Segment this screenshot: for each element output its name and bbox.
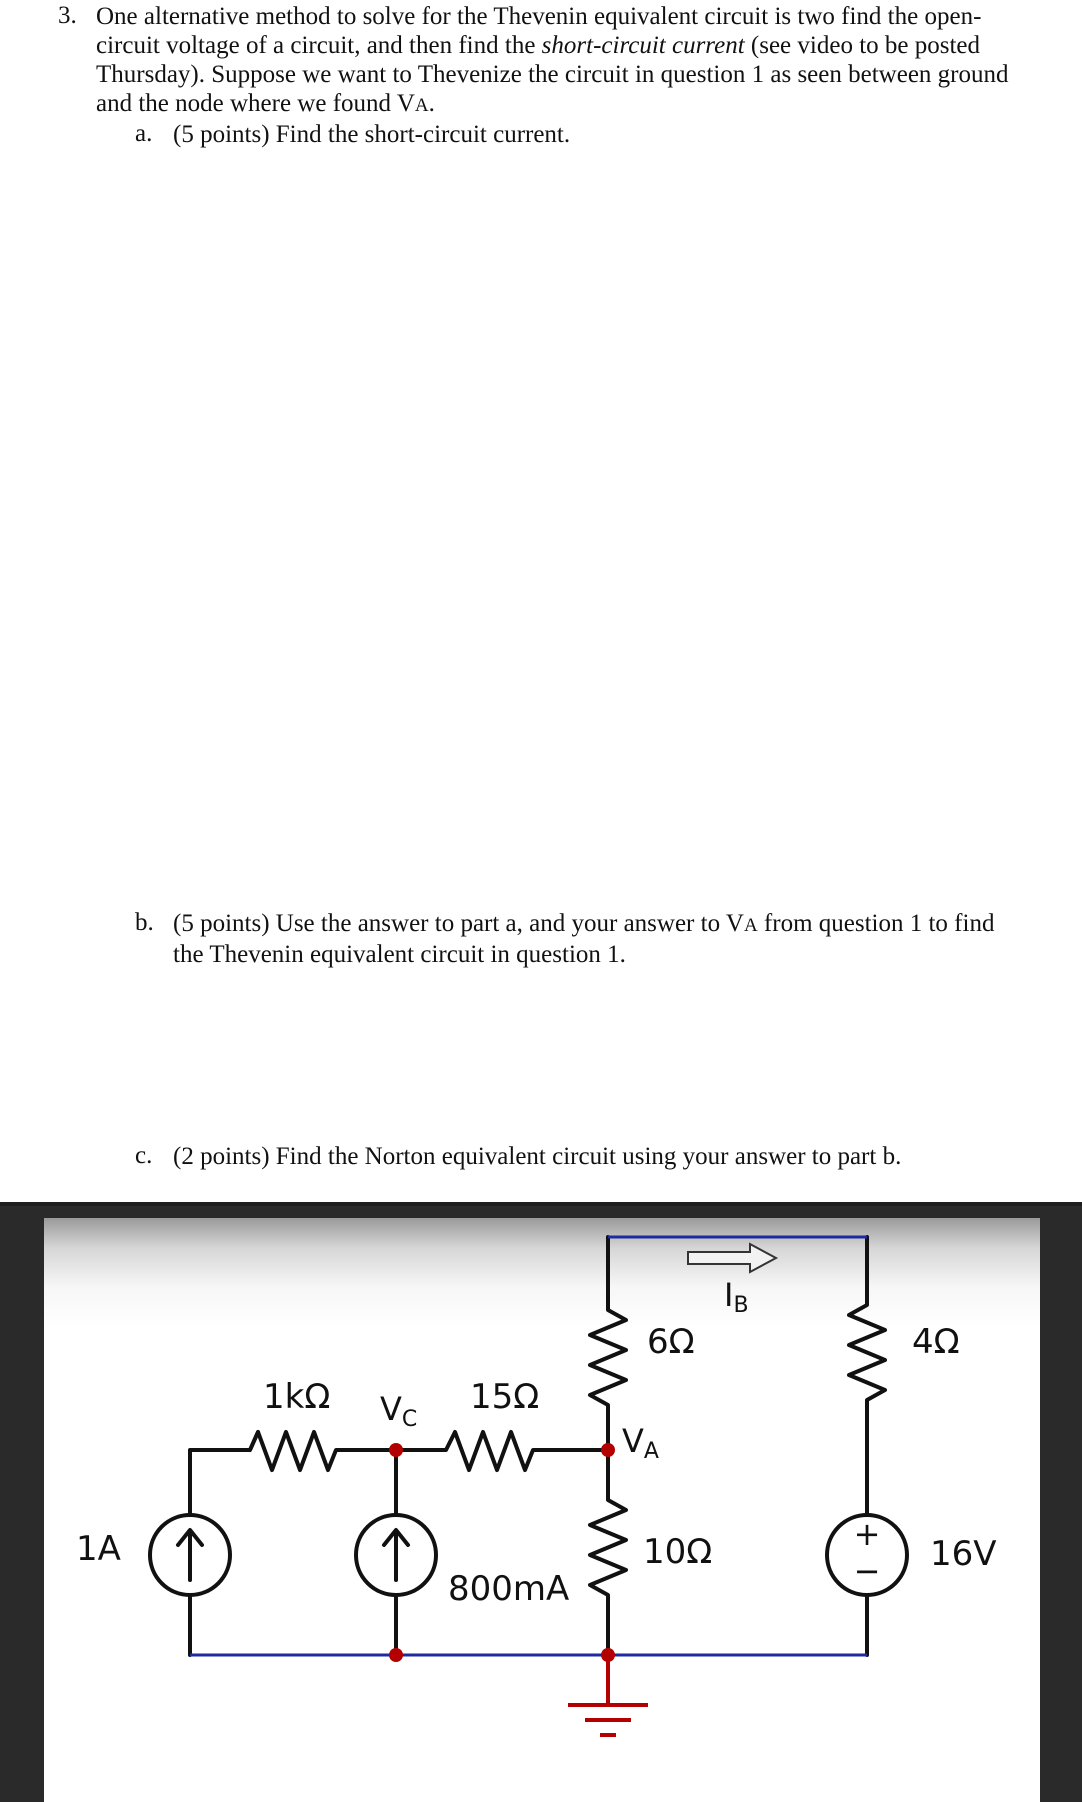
part-b-text-part1: (5 points) Use the answer to part a, and your answer to V xyxy=(173,910,744,937)
node-bottom-800ma-dot xyxy=(389,1648,403,1662)
label-4: 4Ω xyxy=(912,1322,960,1362)
wire-left-top xyxy=(190,1432,258,1515)
question-text-part1: One alternative method to solve for the Thevenin equivalent circuit is two find the open-circuit voltage of a circuit, and then find the xyxy=(96,3,982,59)
part-c-text: (2 points) Find the Norton equivalent circuit using your answer to part b. xyxy=(173,1143,902,1170)
plus-sign: + xyxy=(853,1515,881,1553)
label-va xyxy=(622,1422,659,1464)
question-text-sub: A xyxy=(414,95,429,116)
label-vc-sub: C xyxy=(401,1407,418,1432)
label-800ma: 800mA xyxy=(448,1569,570,1609)
part-b-text-sub: A xyxy=(743,915,758,936)
node-bottom-ground-dot xyxy=(601,1648,615,1662)
label-6: 6Ω xyxy=(647,1322,695,1362)
label-ib xyxy=(724,1276,749,1318)
label-ib-main: I xyxy=(724,1276,734,1314)
part-c-letter: c. xyxy=(135,1142,153,1169)
label-vc xyxy=(380,1390,417,1432)
node-vc-dot xyxy=(389,1443,403,1457)
question-text-end: . xyxy=(428,90,435,117)
current-arrow-icon xyxy=(688,1244,776,1272)
minus-sign: − xyxy=(853,1552,881,1590)
label-va-sub: A xyxy=(643,1439,659,1464)
label-16v: 16V xyxy=(930,1534,997,1574)
resistor-6-icon xyxy=(590,1237,626,1450)
ground-icon xyxy=(568,1705,648,1735)
label-va-main: V xyxy=(622,1422,644,1460)
resistor-1k-icon xyxy=(250,1432,396,1470)
node-va-dot xyxy=(601,1443,615,1457)
part-b-letter: b. xyxy=(135,909,154,936)
resistor-15-icon xyxy=(396,1432,608,1470)
label-1a: 1A xyxy=(76,1529,121,1569)
question-number: 3. xyxy=(58,2,77,29)
label-1k: 1kΩ xyxy=(263,1377,331,1417)
label-10: 10Ω xyxy=(643,1532,713,1572)
label-vc-main: V xyxy=(380,1390,402,1428)
part-a-text: (5 points) Find the short-circuit current. xyxy=(173,121,571,148)
resistor-10-icon xyxy=(590,1450,626,1655)
label-15: 15Ω xyxy=(470,1377,540,1417)
resistor-4-icon xyxy=(849,1237,885,1515)
part-b-text-part2: from question 1 to find the Thevenin equivalent circuit in question 1. xyxy=(173,910,995,968)
part-a-letter: a. xyxy=(135,120,153,147)
question-text-italic: short-circuit current xyxy=(541,32,745,59)
label-ib-sub: B xyxy=(733,1293,749,1318)
question-text-part2: (see video to be posted Thursday). Suppose we want to Thevenize the circuit in question 1 as seen between ground and the node where we found V xyxy=(96,32,1009,117)
